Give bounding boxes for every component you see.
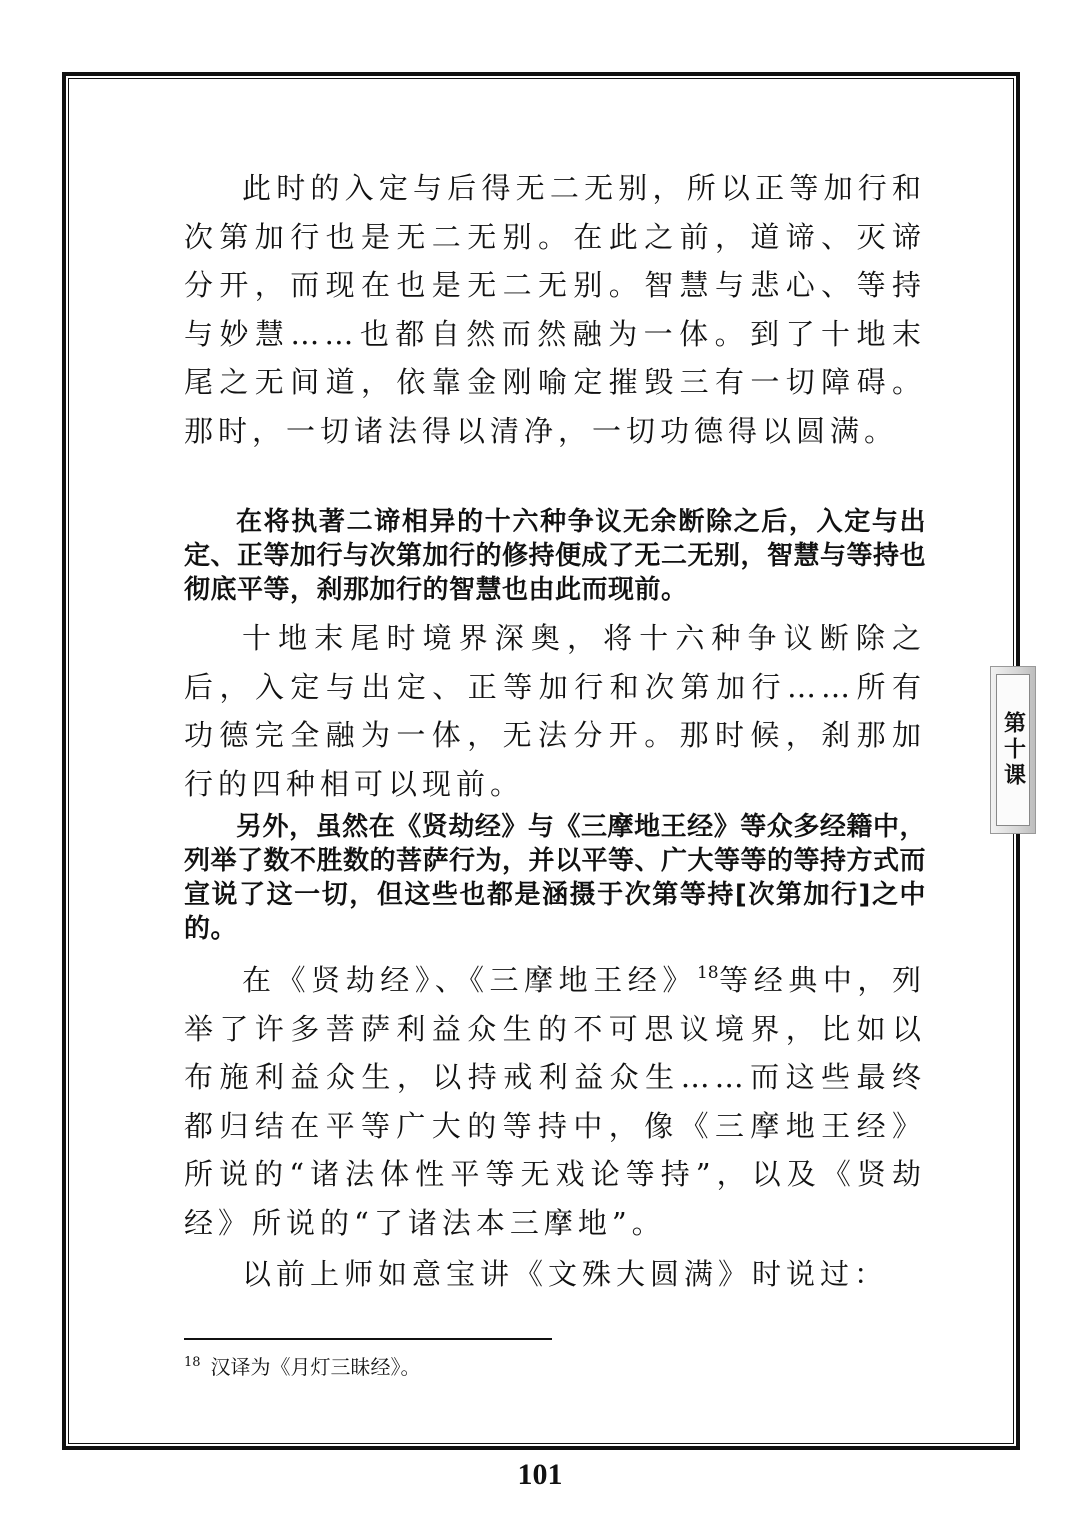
footnote-divider [184, 1338, 552, 1340]
paragraph-2: 在将执著二谛相异的十六种争议无余断除之后，入定与出定、正等加行与次第加行的修持便成了无二无别，智慧与等持也彻底平等，刹那加行的智慧也由此而现前。 [184, 507, 927, 605]
paragraph-5-end: 等经典中，列举了许多菩萨利益众生的不可思议境界，比如以布施利益众生，以持戒利益众生……而这些最终都归结在平等广大的等持中，像《三摩地王经》所说的“诸法体性平等无戏论等持”，以及《贤劫经》所说的“了诸法本三摩地”。 [184, 963, 926, 1240]
page-number: 101 [517, 1458, 563, 1491]
paragraph-1: 此时的入定与后得无二无别，所以正等加行和次第加行也是无二无别。在此之前，道谛、灭谛分开，而现在也是无二无别。智慧与悲心、等持与妙慧……也都自然而然融为一体。到了十地末尾之无间道，依靠金刚喻定摧毁三有一切障碍。那时，一切诸法得以清净，一切功德得以圆满。 [184, 171, 926, 448]
chapter-tab-face[interactable] [996, 674, 1030, 826]
paragraph-5 [184, 956, 926, 1248]
footnote-reference[interactable]: 18 [696, 963, 719, 983]
footnote [184, 1352, 421, 1382]
paragraph-3: 十地末尾时境界深奥，将十六种争议断除之后，入定与出定、正等加行和次第加行……所有功德完全融为一体，无法分开。那时候，刹那加行的四种相可以现前。 [184, 621, 926, 801]
footnote-text: 汉译为《月灯三昧经》。 [210, 1355, 421, 1379]
footnote-number: 18 [184, 1355, 201, 1370]
paragraph-5-start: 在《贤劫经》、《三摩地王经》 [242, 963, 697, 997]
paragraph-4: 另外，虽然在《贤劫经》与《三摩地王经》等众多经籍中，列举了数不胜数的菩萨行为，并以平等、广大等等的等持方式而宣说了这一切，但这些也都是涵摄于次第等持[次第加行]之中的。 [184, 812, 927, 944]
paragraph-6: 以前上师如意宝讲《文殊大圆满》时说过： [242, 1257, 889, 1291]
chapter-tab-label: 第十课 [1000, 711, 1026, 789]
